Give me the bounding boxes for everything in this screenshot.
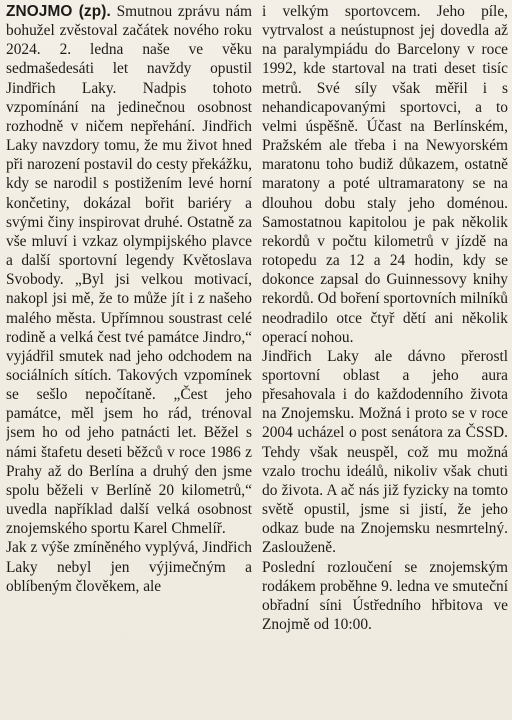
article-body xyxy=(6,2,508,718)
paragraph-text: Smutnou zprávu nám bohužel zvěstoval začátek nového roku 2024. 2. ledna naše ve věku sedmašedesáti let navždy opustil Jindřich Laky. Nadpis tohoto vzpomínání na jedinečnou osobnost rozhodně v ničem nepřehání. Jindřich Laky navzdory tomu, že mu život hned při narození postavil do cesty překážku, kdy se narodil s postižením levé horní končetiny, dokázal bořit bariéry a svými činy inspirovat druhé. Ostatně za vše mluví i vzkaz olympijského plavce a další sportovní legendy Květoslava Svobody. „Byl jsi velkou motivací, nakopl jsi mě, že to může jít i z našeho malého města. Upřímnou soustrast celé rodině a velká čest tvé památce Jindro,“ vyjádřil smutek nad jeho odchodem na sociálních sítích. Takových vzpomínek se sešlo nepočítaně. „Čest jeho památce, měl jsem ho rád, trénoval jsem ho od jeho patnácti let. Běžel s námi štafetu deseti běžců v roce 1986 z Prahy až do Berlína a druhý den jsme spolu běželi v Berlíně 20 kilometrů,“ uvedla například další velká osobnost znojemského sportu Karel Chmelíř. xyxy=(6,3,252,538)
article-paragraph: i velkým sportovcem. Jeho píle, vytrvalost a neústupnost jej dovedla až na paralympiádu do Barcelony v roce 1992, kde startoval na trati deset tisíc metrů. Své síly však měřil i s nehandicapovanými sportovci, a to velmi úspěšně. Účast na Berlínském, Pražském ale třeba i na Newyorském maratonu toho budiž důkazem, ostatně maratony a poté ultramaratony se na dlouhou dobu staly jeho doménou. Samostatnou kapitolou je pak několik rekordů v počtu kilometrů v jízdě na rotopedu za 12 a 24 hodin, kdy se dokonce zapsal do Guinnessovy knihy rekordů. Od boření sportovních milníků neodradilo otce čtyř dětí ani několik operací nohou. xyxy=(262,3,508,346)
article-paragraph: Jak z výše zmíněného vyplývá, Jindřich Laky nebyl jen výjimečným a oblíbeným člověkem, ale xyxy=(6,539,252,595)
article-paragraph: Poslední rozloučení se znojemským rodákem proběhne 9. ledna ve smuteční obřadní síni Ústředního hřbitova ve Znojmě od 10:00. xyxy=(262,558,508,633)
article-column-1 xyxy=(6,2,252,718)
article-column-2 xyxy=(262,2,508,718)
article-paragraph: Jindřich Laky ale dávno přerostl sportovní oblast a jeho aura přesahovala i do každodenního života na Znojemsku. Možná i proto se v roce 2004 ucházel o post senátora za ČSSD. Tehdy však neuspěl, což mu možná vzalo trochu ideálů, nikoliv však chuti do života. A ač nás již fyzicky na tomto světě opustil, jsme si jistí, že jeho odkaz bude na Znojemsku nesmrtelný. Zaslouženě. xyxy=(262,347,508,557)
article-paragraph xyxy=(6,2,252,538)
article-dateline: ZNOJMO (zp). xyxy=(6,3,111,20)
